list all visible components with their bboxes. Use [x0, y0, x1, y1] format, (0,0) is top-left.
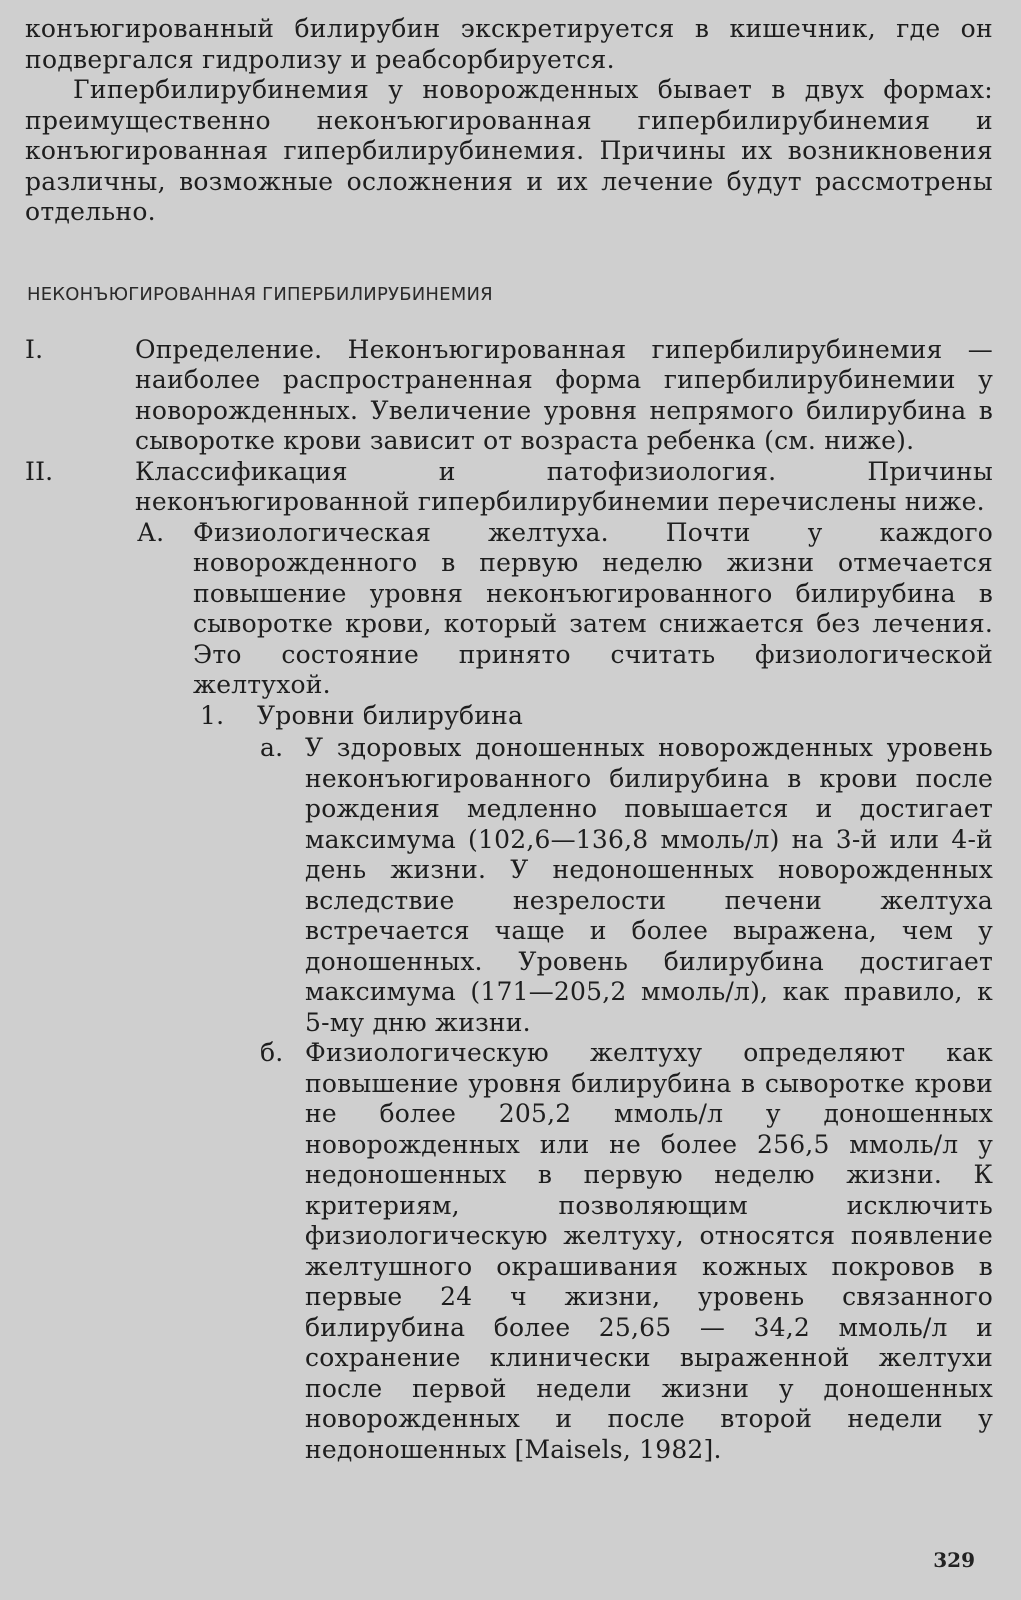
item-text: У здоровых доношенных новорожденных уровень неконъюгированного билирубина в крови после рождения медленно повышается и достигает максимума (102,6—136,8 ммоль/л) на 3-й или 4-й день жизни. У недоношенных новорожденных вследствие незрелости печени желтуха встречается чаще и более выражена, чем у доношенных. Уровень билирубина достигает максимума (171—205,2 ммоль/л), как правило, к 5-му дню жизни. [305, 733, 993, 1037]
list-item-definition-criteria [25, 1038, 993, 1465]
item-text: Физиологическую желтуху определяют как повышение уровня билирубина в сыворотке крови не более 205,2 ммоль/л у доношенных новорожденных или не более 256,5 ммоль/л у недоношенных в первую неделю жизни. К критериям, позволяющим исключить физиологическую желтуху, относятся появление желтушного окрашивания кожных покровов в первые 24 ч жизни, уровень связанного билирубина более 25,65 — 34,2 ммоль/л и сохранение клинически выраженной желтухи после первой недели жизни у доношенных новорожденных и после второй недели у недоношенных [Maisels, 1982]. [305, 1038, 993, 1464]
list-item-classification [25, 457, 993, 518]
intro-paragraph-1: конъюгированный билирубин экскретируется в кишечник, где он подвергался гидролизу и реабсорбируется. [25, 14, 993, 74]
item-text: Классификация и патофизиология. Причины неконъюгированной гипербилирубинемии перечислены ниже. [135, 456, 993, 516]
item-text: Уровни билирубина [257, 700, 524, 730]
list-item-definition [25, 335, 993, 457]
item-marker: 1. [200, 700, 225, 730]
section-heading: НЕКОНЪЮГИРОВАННАЯ ГИПЕРБИЛИРУБИНЕМИЯ [27, 283, 493, 305]
item-marker: I. [25, 334, 44, 364]
list-item-physiological-jaundice [25, 518, 993, 701]
item-marker: б. [260, 1038, 284, 1067]
list-item-bilirubin-levels [25, 701, 993, 732]
item-marker: а. [260, 733, 284, 762]
item-marker: А. [137, 517, 165, 547]
list-item-term-infants [25, 733, 993, 1038]
item-marker: II. [25, 456, 54, 486]
page-number: 329 [933, 1548, 975, 1572]
intro-paragraph-2: Гипербилирубинемия у новорожденных бывает в двух формах: преимущественно неконъюгированная гипербилирубинемия и конъюгированная гипербилирубинемия. Причины их возникновения различны, возможные осложнения и их лечение будут рассмотрены отдельно. [25, 75, 993, 226]
item-text: Определение. Неконъюгированная гипербилирубинемия — наиболее распространенная форма гипербилирубинемии у новорожденных. Увеличение уровня непрямого билирубина в сыворотке крови зависит от возраста ребенка (см. ниже). [135, 334, 993, 455]
item-text: Физиологическая желтуха. Почти у каждого новорожденного в первую неделю жизни отмечается повышение уровня неконъюгированного билирубина в сыворотке крови, который затем снижается без лечения. Это состояние принято считать физиологической желтухой. [193, 517, 993, 699]
